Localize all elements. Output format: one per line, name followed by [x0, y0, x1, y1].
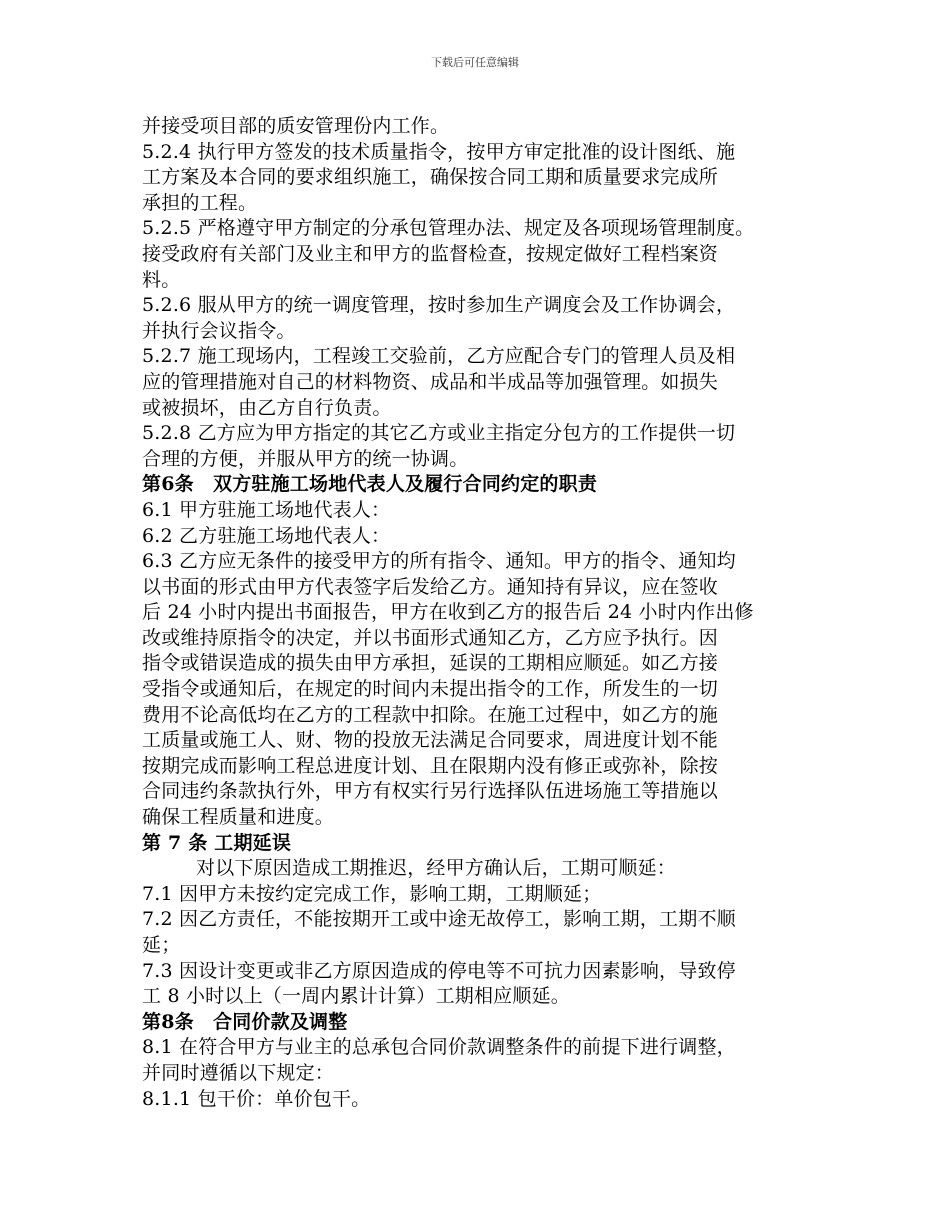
page-header: 下载后可任意编辑 — [431, 56, 519, 69]
text-line: 延； — [142, 934, 181, 956]
text-line: 按期完成而影响工程总进度计划、且在限期内没有修正或弥补，除按 — [142, 754, 719, 777]
text-line: 改或维持原指令的决定，并以书面形式通知乙方，乙方应予执行。因 — [142, 626, 719, 649]
section-heading: 第8条 合同价款及调整 — [142, 1010, 348, 1033]
text-line: 8.1 在符合甲方与业主的总承包合同价款调整条件的前提下进行调整， — [142, 1036, 736, 1059]
text-line: 接受政府有关部门及业主和甲方的监督检查，按规定做好工程档案资 — [142, 242, 719, 265]
text-line: 6.1 甲方驻施工场地代表人： — [142, 498, 391, 521]
text-line: 6.3 乙方应无条件的接受甲方的所有指令、通知。甲方的指令、通知均 — [142, 550, 736, 573]
text-line: 或被损坏，由乙方自行负责。 — [142, 396, 392, 419]
text-line: 5.2.6 服从甲方的统一调度管理，按时参加生产调度会及工作协调会， — [142, 294, 736, 317]
text-line: 指令或错误造成的损失由甲方承担，延误的工期相应顺延。如乙方接 — [142, 652, 719, 675]
text-line: 费用不论高低均在乙方的工程款中扣除。在施工过程中，如乙方的施 — [142, 703, 719, 726]
text-line: 以书面的形式由甲方代表签字后发给乙方。通知持有异议，应在签收 — [142, 575, 719, 598]
text-line: 7.3 因设计变更或非乙方原因造成的停电等不可抗力因素影响，导致停 — [142, 959, 736, 982]
text-line: 7.2 因乙方责任，不能按期开工或中途无故停工，影响工期，工期不顺 — [142, 908, 736, 931]
section-heading: 第 7 条 工期延误 — [142, 831, 292, 854]
text-line: 受指令或通知后，在规定的时间内未提出指令的工作，所发生的一切 — [142, 678, 719, 701]
text-line: 并同时遵循以下规定： — [142, 1061, 335, 1084]
text-line-indented: 对以下原因造成工期推迟，经甲方确认后，工期可顺延： — [196, 857, 677, 880]
text-line: 5.2.4 执行甲方签发的技术质量指令，按甲方审定批准的设计图纸、施 — [142, 140, 736, 163]
text-line: 6.2 乙方驻施工场地代表人： — [142, 524, 391, 547]
text-line: 确保工程质量和进度。 — [142, 806, 335, 829]
text-line: 料。 — [142, 268, 181, 291]
text-line: 并执行会议指令。 — [142, 319, 296, 342]
text-line: 并接受项目部的质安管理份内工作。 — [142, 115, 450, 137]
text-line: 7.1 因甲方未按约定完成工作，影响工期，工期顺延； — [142, 882, 602, 905]
text-line: 工质量或施工人、财、物的投放无法满足合同要求，周进度计划不能 — [142, 729, 719, 752]
text-line: 工 8 小时以上（一周内累计计算）工期相应顺延。 — [142, 985, 570, 1008]
text-line: 承担的工程。 — [142, 191, 258, 214]
text-line: 工方案及本合同的要求组织施工，确保按合同工期和质量要求完成所 — [142, 166, 719, 189]
text-line: 8.1.1 包干价：单价包干。 — [142, 1087, 371, 1110]
text-line: 合理的方便，并服从甲方的统一协调。 — [142, 447, 469, 470]
text-line: 合同违约条款执行外，甲方有权实行另行选择队伍进场施工等措施以 — [142, 780, 719, 803]
text-line: 5.2.5 严格遵守甲方制定的分承包管理办法、规定及各项现场管理制度。 — [142, 217, 755, 240]
text-line: 应的管理措施对自己的材料物资、成品和半成品等加强管理。如损失 — [142, 370, 719, 393]
text-line: 5.2.8 乙方应为甲方指定的其它乙方或业主指定分包方的工作提供一切 — [142, 422, 736, 445]
section-heading: 第6条 双方驻施工场地代表人及履行合同约定的职责 — [142, 473, 598, 496]
document-body — [142, 114, 822, 1112]
text-line: 后 24 小时内提出书面报告，甲方在收到乙方的报告后 24 小时内作出修 — [142, 601, 754, 624]
text-line: 5.2.7 施工现场内，工程竣工交验前，乙方应配合专门的管理人员及相 — [142, 345, 736, 368]
